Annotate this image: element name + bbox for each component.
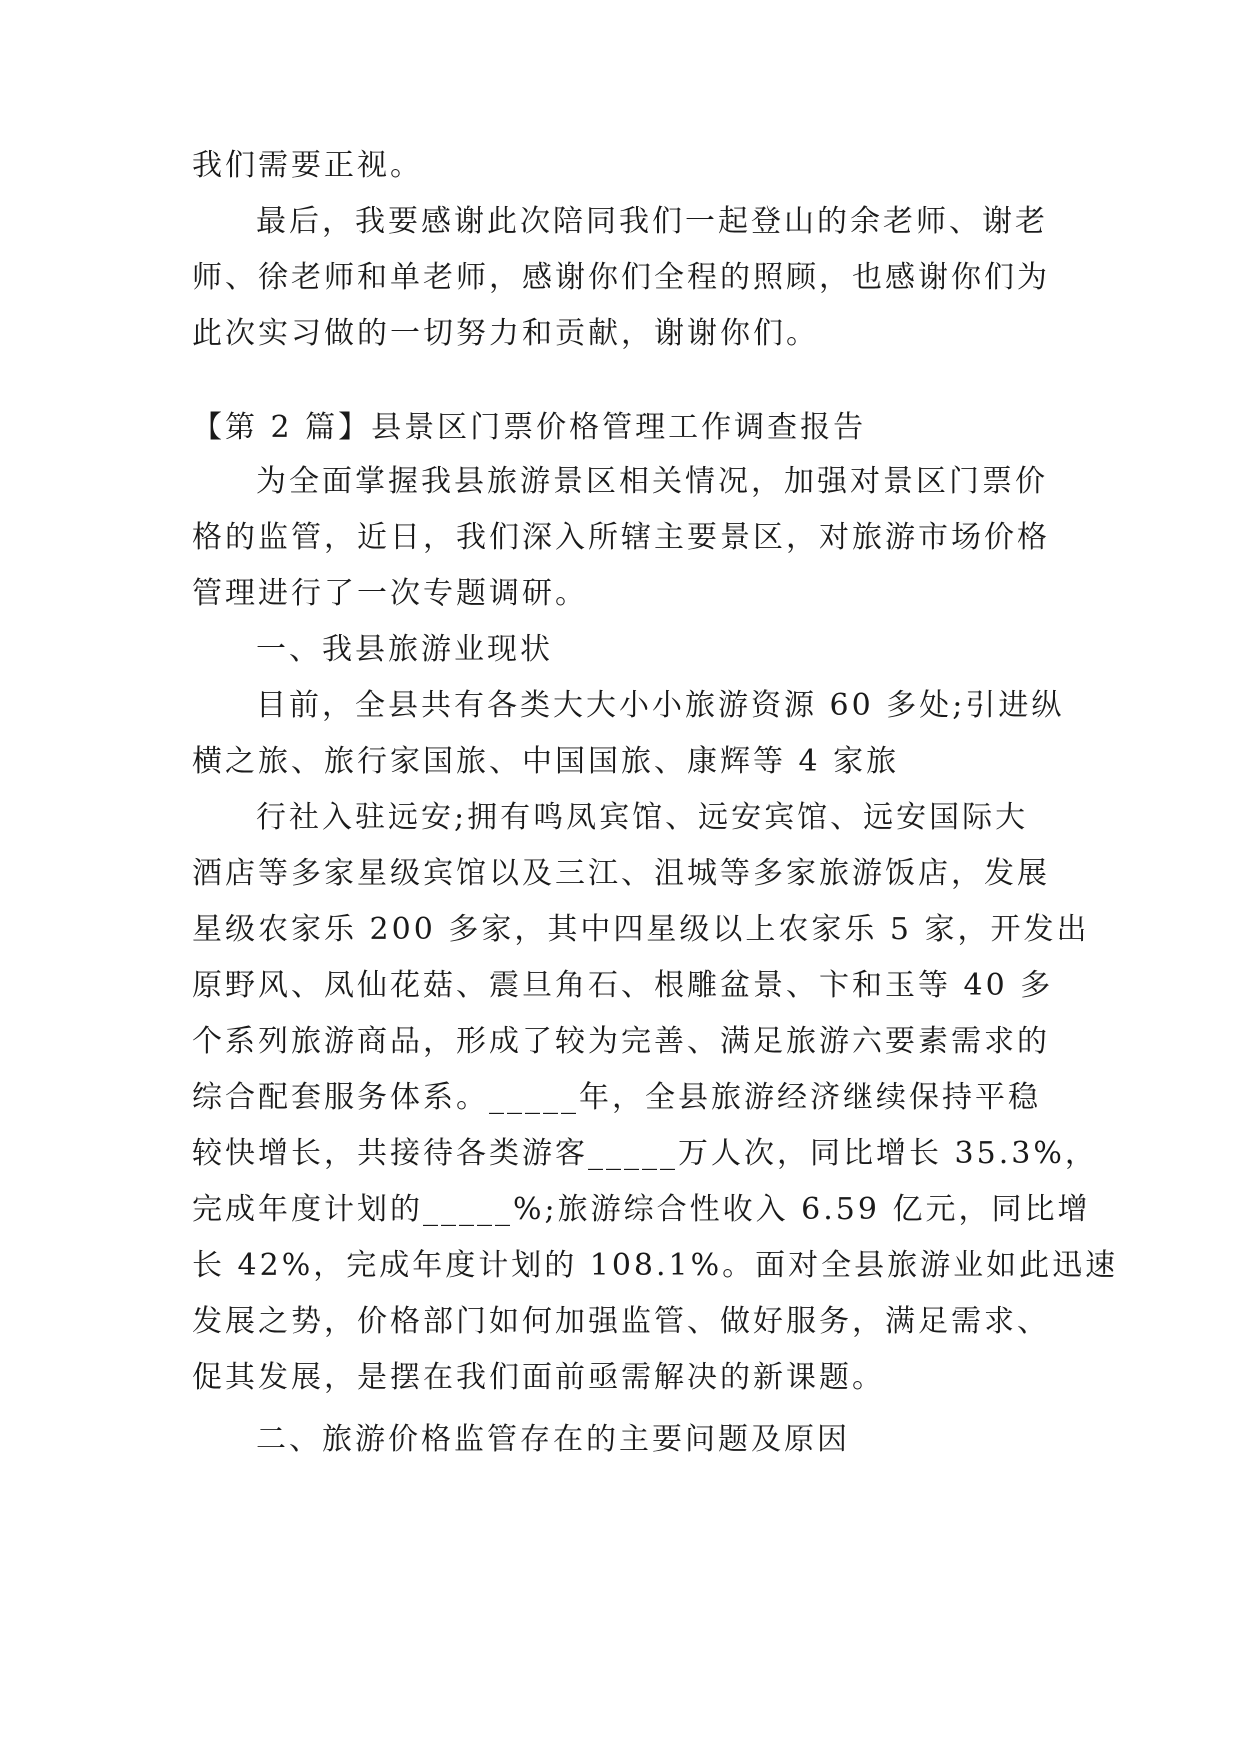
paragraph-line: 师、徐老师和单老师，感谢你们全程的照顾，也感谢你们为 [192, 260, 1050, 295]
paragraph-line: 综合配套服务体系。_____年，全县旅游经济继续保持平稳 [192, 1080, 1041, 1115]
paragraph-line: 完成年度计划的_____%;旅游综合性收入 6.59 亿元，同比增 [192, 1192, 1091, 1227]
paragraph-line: 促其发展，是摆在我们面前亟需解决的新课题。 [192, 1360, 885, 1395]
paragraph-line: 长 42%，完成年度计划的 108.1%。面对全县旅游业如此迅速 [192, 1248, 1119, 1283]
paragraph-line: 横之旅、旅行家国旅、中国国旅、康辉等 4 家旅 [192, 744, 900, 779]
paragraph-line: 星级农家乐 200 多家，其中四星级以上农家乐 5 家，开发出 [192, 912, 1090, 947]
section-heading: 【第 2 篇】县景区门票价格管理工作调查报告 [192, 410, 867, 445]
paragraph-line: 行社入驻远安;拥有鸣凤宾馆、远安宾馆、远安国际大 [256, 800, 1029, 835]
paragraph-line: 格的监管，近日，我们深入所辖主要景区，对旅游市场价格 [192, 520, 1050, 555]
subsection-heading: 二、旅游价格监管存在的主要问题及原因 [256, 1422, 850, 1457]
paragraph-line: 目前，全县共有各类大大小小旅游资源 60 多处;引进纵 [256, 688, 1065, 723]
paragraph-line: 发展之势，价格部门如何加强监管、做好服务，满足需求、 [192, 1304, 1050, 1339]
paragraph-line: 原野风、凤仙花菇、震旦角石、根雕盆景、卞和玉等 40 多 [192, 968, 1054, 1003]
paragraph-line: 酒店等多家星级宾馆以及三江、沮城等多家旅游饭店，发展 [192, 856, 1050, 891]
paragraph-line: 个系列旅游商品，形成了较为完善、满足旅游六要素需求的 [192, 1024, 1050, 1059]
paragraph-line: 最后，我要感谢此次陪同我们一起登山的余老师、谢老 [256, 204, 1048, 239]
subsection-heading: 一、我县旅游业现状 [256, 632, 553, 667]
paragraph-line: 为全面掌握我县旅游景区相关情况，加强对景区门票价 [256, 464, 1048, 499]
paragraph-line: 管理进行了一次专题调研。 [192, 576, 588, 611]
paragraph-line: 较快增长，共接待各类游客_____万人次，同比增长 35.3%， [192, 1136, 1098, 1171]
paragraph-line: 我们需要正视。 [192, 148, 423, 183]
paragraph-line: 此次实习做的一切努力和贡献，谢谢你们。 [192, 316, 819, 351]
